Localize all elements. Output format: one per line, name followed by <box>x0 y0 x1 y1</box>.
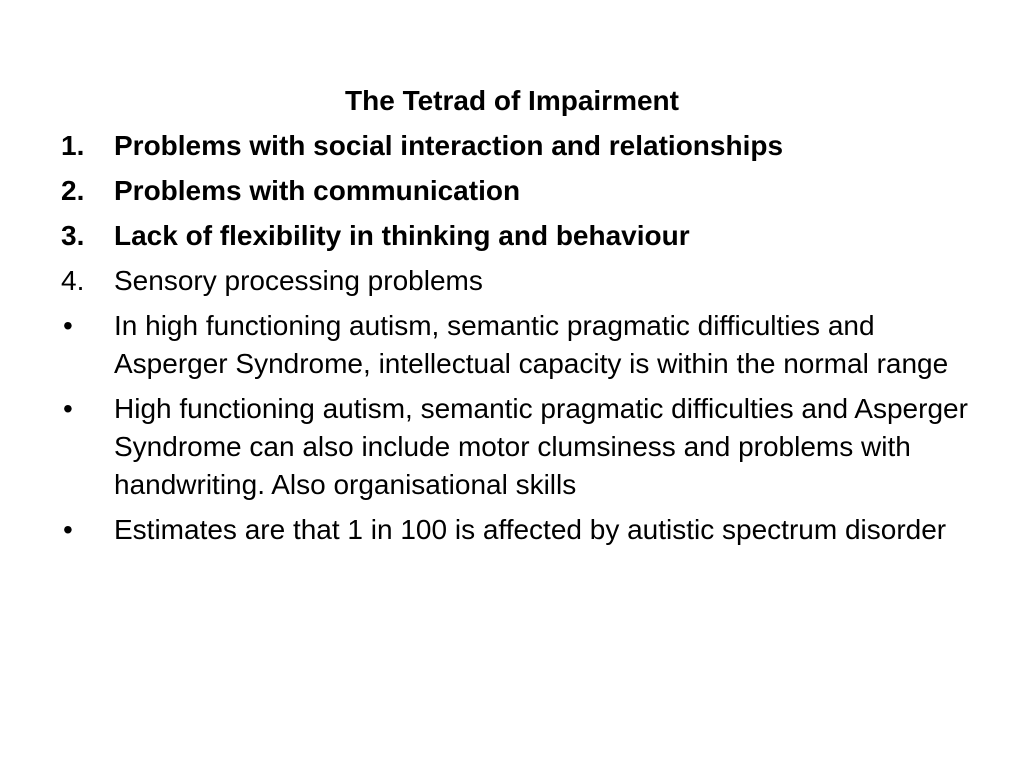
bullet-item-text: Estimates are that 1 in 100 is affected by autistic spectrum disorder <box>114 514 947 545</box>
list-number: 4. <box>61 265 85 296</box>
list-item-text: Problems with social interaction and relationships <box>114 130 784 161</box>
list-number: 3. <box>61 220 85 251</box>
bullet-item <box>61 307 981 383</box>
list-item <box>61 217 981 255</box>
list-item <box>61 262 981 300</box>
bullet-item <box>61 390 981 504</box>
bullet-item <box>61 511 981 549</box>
bullet-icon: • <box>63 514 73 545</box>
list-item-text: Sensory processing problems <box>114 265 483 296</box>
list-item <box>61 127 981 165</box>
content-list <box>61 127 981 556</box>
bullet-item-text: High functioning autism, semantic pragmatic difficulties and Asperger Syndrome can also include motor clumsiness and problems with handwriting. Also organisational skills <box>114 393 968 500</box>
list-item-text: Lack of flexibility in thinking and behaviour <box>114 220 690 251</box>
bullet-icon: • <box>63 310 73 341</box>
list-number: 2. <box>61 175 85 206</box>
list-number: 1. <box>61 130 85 161</box>
bullet-icon: • <box>63 393 73 424</box>
bullet-item-text: In high functioning autism, semantic pragmatic difficulties and Asperger Syndrome, intellectual capacity is within the normal range <box>114 310 949 379</box>
list-item-text: Problems with communication <box>114 175 521 206</box>
slide-title: The Tetrad of Impairment <box>345 85 679 116</box>
list-item <box>61 172 981 210</box>
